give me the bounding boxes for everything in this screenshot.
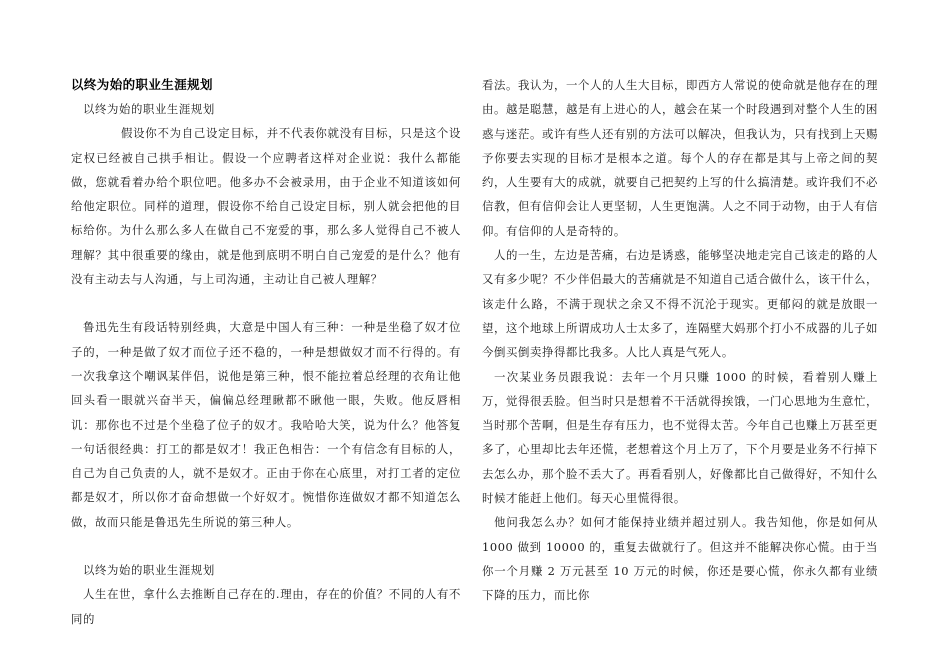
left-subtitle-1: 以终为始的职业生涯规划 <box>83 102 215 116</box>
left-paragraph-1: 假设你不为自己设定目标，并不代表你就没有目标，只是这个设定权已经被自己拱手相让。假设一个应聘者这样对企业说：我什么都能做，您就看着办给个职位吧。他多办不会被录用，由于企业不知道该如何给他定职位。同样的道理，假设你不给自己设定目标，别人就会把他的目标给你。为什么那么多人在做自己不宠爱的事，那么多人觉得自己不被人理解？其中很重要的缘由，就是他到底明不明白自己宠爱的是什么？他有没有主动去与人沟通，与上司沟通，主动让自己被人理解？ <box>71 126 461 287</box>
right-paragraph-4: 他问我怎么办？如何才能保持业绩并超过别人。我告知他，你是如何从 1000 做到 10000 的，重复去做就行了。但这并不能解决你心慌。由于当你一个月赚 2 万元甚至 10 万元的时候，你还是要心慌，你永久都有业绩下降的压力，而比你 <box>482 515 878 603</box>
paragraph-gap <box>71 291 461 315</box>
left-subtitle-2: 以终为始的职业生涯规划 <box>83 563 215 578</box>
right-paragraph-2: 人的一生，左边是苦痛，右边是诱惑，能够坚决地走完自己该走的路的人又有多少呢？不少伴侣最大的苦痛就是不知道自己适合做什么，该干什么，该走什么路，不满于现状之余又不得不沉沦于现实。更郁闷的就是放眼一望，这个地球上所谓成功人士太多了，连隔壁大妈那个打小不成器的儿子如今倒买倒卖挣得都比我多。人比人真是气死人。 <box>482 248 878 360</box>
right-paragraph-1: 看法。我认为，一个人的人生大目标，即西方人常说的使命就是他存在的理由。越是聪慧，越是有上进心的人，越会在某一个时段遇到对整个人生的困惑与迷茫。或许有些人还有别的方法可以解决，但我认为，只有找到上天赐予你要去实现的目标才是根本之道。每个人的存在都是其与上帝之间的契约，人生要有大的成就，就要自己把契约上写的什么搞清楚。或许我们不必信教，但有信仰会让人更坚韧，人生更饱满。人之不同于动物，由于人有信仰。有信仰的人是奇特的。 <box>482 78 878 238</box>
left-column <box>71 0 461 631</box>
document-title: 以终为始的职业生涯规划 <box>71 77 213 92</box>
right-paragraph-3: 一次某业务员跟我说：去年一个月只赚 1000 的时候，看着别人赚上万，觉得很丢脸。但当时只是想着不干活就得挨饿，一门心思地为生意忙，当时那个苦啊，但是生存有压力，也不觉得太苦。今年自己也赚上万甚至更多了，心里却比去年还慌，老想着这个月上万了，下个月要是业务不行掉下去怎么办，那个脸不丢大了。再看看别人，好像都比自己做得好，不知什么时候才能赶上他们。每天心里慌得很。 <box>482 369 878 506</box>
left-paragraph-3: 人生在世，拿什么去推断自己存在的.理由，存在的价值？不同的人有不同的 <box>71 587 461 626</box>
paragraph-gap <box>71 534 461 558</box>
left-paragraph-2: 鲁迅先生有段话特别经典，大意是中国人有三种：一种是坐稳了奴才位子的，一种是做了奴才而位子还不稳的，一种是想做奴才而不行得的。有一次我拿这个嘲讽某伴侣，说他是第三种，恨不能拉着总经理的衣角让他回头看一眼就兴奋半天，偏偏总经理瞅都不瞅他一眼，失败。他反唇相讥：那你也不过是个坐稳了位子的奴才。我哈哈大笑，说为什么？他答复一句话很经典：打工的都是奴才！我正色相告：一个有信念有目标的人，自己为自己负责的人，就不是奴才。正由于你在心底里，对打工者的定位都是奴才，所以你才奋命想做一个好奴才。惋惜你连做奴才都不知道怎么做，故而只能是鲁迅先生所说的第三种人。 <box>71 320 461 529</box>
right-column <box>482 0 878 608</box>
